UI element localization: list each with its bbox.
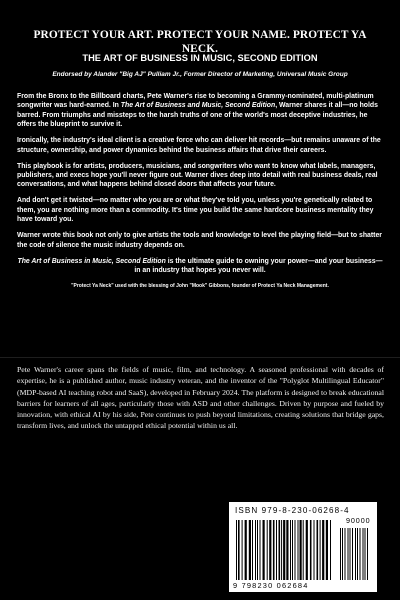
- barcode-bar: [355, 528, 356, 580]
- price-code: 90000: [346, 516, 371, 525]
- barcode-bar: [322, 520, 324, 580]
- barcode-bar: [317, 520, 319, 580]
- barcode-bar: [330, 520, 331, 580]
- barcode-bar: [245, 520, 247, 580]
- barcode-digits: 9 798230 062684: [233, 581, 309, 590]
- p1-book-title: The Art of Business and Music, Second Edition: [120, 102, 276, 110]
- barcode-bar: [360, 528, 361, 580]
- blurb: [17, 92, 383, 290]
- barcode-bar: [238, 520, 240, 580]
- barcode-bar: [252, 520, 253, 580]
- barcode-bar: [303, 520, 304, 580]
- barcode-image: [234, 520, 372, 582]
- closing-rest: is the ultimate guide to owning your power—and your business—in an industry that hopes you never will.: [134, 257, 383, 275]
- barcode-bar: [283, 520, 285, 580]
- barcode-bar: [267, 520, 268, 580]
- blurb-paragraph-3: This playbook is for artists, producers, musicians, and songwriters who want to know what labels, managers, publishers, and execs hope you'll never figure out. Warner dives deep into detail with real business deals, real conversations, and what happens behind closed doors that affects your future.: [17, 162, 378, 189]
- barcode-bar: [320, 520, 321, 580]
- barcode-bar: [286, 520, 288, 580]
- closing-book-title: The Art of Business in Music, Second Edition: [17, 257, 166, 265]
- isbn-text: ISBN 979-8-230-06268-4: [235, 506, 350, 515]
- p1-start: From the Bronx to the Billboard charts, Pete Warner's rise to becoming a Grammy-nominated, multi-platinum songwriter was hard-earned. In: [17, 93, 374, 110]
- blurb-paragraph-4: And don't get it twisted—no matter who you are or what they've told you, unless you're genetically related to them, you are nothing more than a commodity. It's time you build the same hardcore business mentality they have toward you.: [17, 197, 374, 224]
- barcode-bar: [292, 520, 293, 580]
- barcode-bar: [279, 520, 281, 580]
- barcode-bar: [257, 520, 258, 580]
- closing-statement: [17, 257, 383, 276]
- blurb-paragraph-2: Ironically, the industry's ideal client is a creative force who can deliver hit records—but remains unaware of the structure, ownership, and power dynamics behind the business affairs that drive their careers.: [17, 137, 381, 154]
- barcode-bar: [273, 520, 275, 580]
- blurb-paragraph-1: [17, 92, 383, 130]
- p1-end: , Warner shares it all—no holds barred. From triumphs and missteps to the harsh truths of one of the world's most deceptive industries, he offers the blueprint to survive it.: [17, 102, 378, 129]
- barcode-bar: [348, 528, 349, 580]
- subtitle: THE ART OF BUSINESS IN MUSIC, SECOND EDITION: [82, 53, 318, 63]
- barcode-bar: [236, 520, 237, 580]
- barcode-bar: [295, 520, 296, 580]
- barcode-bar: [363, 528, 364, 580]
- barcode-bar: [269, 520, 271, 580]
- barcode-bar: [242, 520, 243, 580]
- barcode-bar: [350, 528, 351, 580]
- barcode-bar: [310, 520, 312, 580]
- blurb-paragraph-5: Warner wrote this book not only to give artists the tools and knowledge to level the playing field—but to shatter the code of silence the music industry depends on.: [17, 232, 382, 249]
- barcode-bar: [300, 520, 302, 580]
- barcode-bar: [290, 520, 291, 580]
- barcode-bar: [314, 520, 315, 580]
- barcode-bar: [340, 528, 341, 580]
- barcode-bar: [326, 520, 328, 580]
- barcode-bar: [263, 520, 265, 580]
- barcode-bar: [365, 528, 366, 580]
- barcode-bar: [306, 520, 308, 580]
- headline: PROTECT YOUR ART. PROTECT YOUR NAME. PROTECT YA NECK.: [33, 29, 367, 55]
- barcode-bar: [342, 528, 343, 580]
- barcode-panel: [229, 502, 377, 592]
- barcode-bar: [352, 528, 353, 580]
- barcode-bar: [260, 520, 261, 580]
- barcode-bar: [298, 520, 299, 580]
- barcode-bar: [345, 528, 346, 580]
- barcode-bar: [281, 520, 282, 580]
- barcode-bar: [249, 520, 251, 580]
- barcode-bar: [276, 520, 277, 580]
- author-bio: Pete Warner's career spans the fields of music, film, and technology. A seasoned professional with decades of expertise, he is a published author, music industry veteran, and the inventor of the "Polyglot Multilingual Educator" (MDP-based AI teaching robot and SaaS), developed in February 2024. The platform is designed to break educational barriers for learners of all ages, particularly those with ASD and other challenges. Driven by purpose and fueled by innovation, with ethical AI by his side, Pete continues to push beyond limitations, creating solutions that bridge gaps, transform lives, and unlock the untapped ethical potential within us all.: [17, 365, 384, 431]
- section-divider: [0, 357, 400, 358]
- barcode-bar: [367, 528, 368, 580]
- barcode-bar: [357, 528, 358, 580]
- barcode-bar: [255, 520, 256, 580]
- endorsement: Endorsed by Alander "Big AJ" Pulliam Jr., Former Director of Marketing, Universal Music Group: [52, 71, 348, 78]
- credit-line: "Protect Ya Neck" used with the blessing of John "Mook" Gibbons, founder of Protect Ya Neck Management.: [71, 283, 329, 290]
